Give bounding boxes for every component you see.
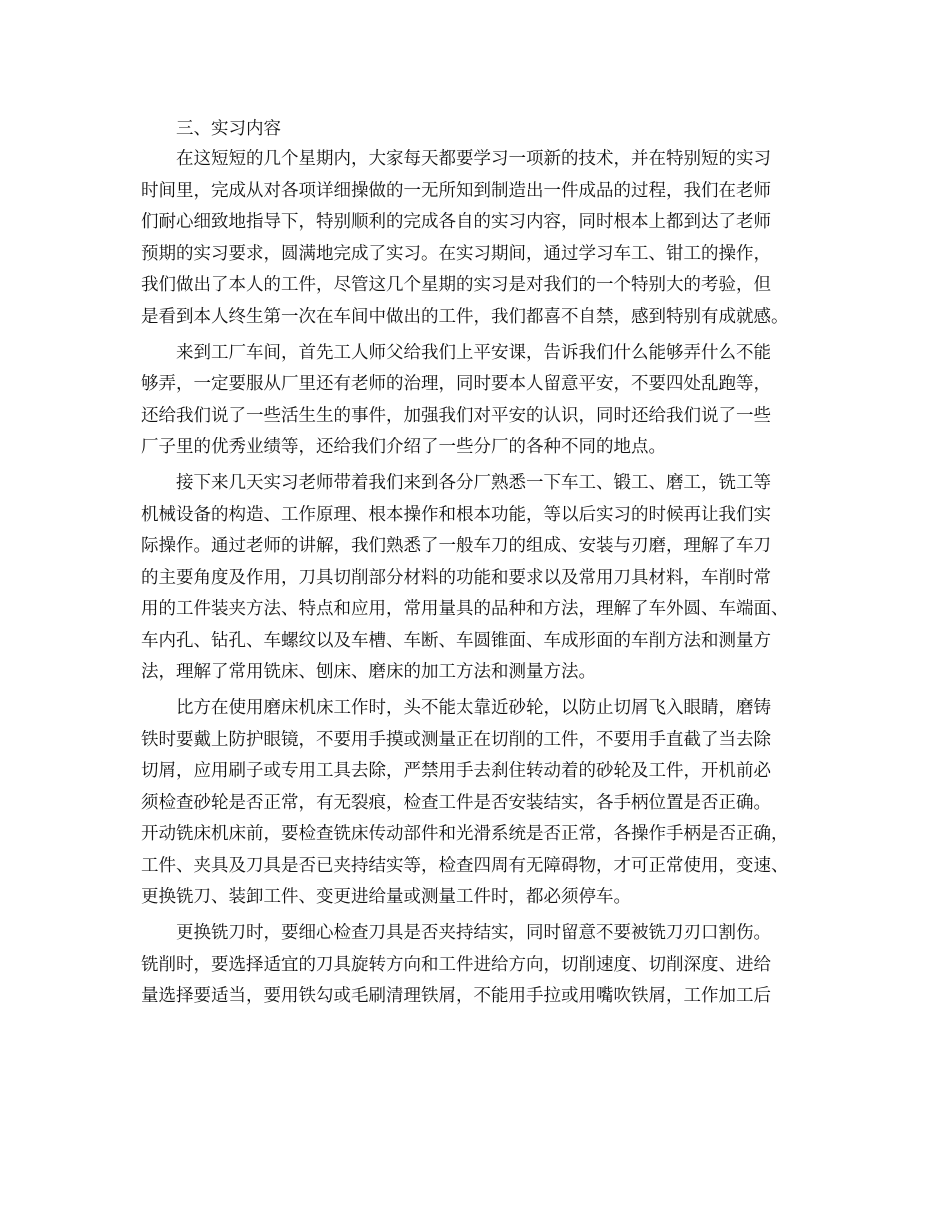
paragraph-line: 还给我们说了一些活生生的事件，加强我们对平安的认识，同时还给我们说了一些 bbox=[141, 405, 771, 426]
document-body bbox=[141, 114, 825, 1013]
paragraph-5 bbox=[141, 918, 825, 1013]
paragraph-line: 厂子里的优秀业绩等，还给我们介绍了一些分厂的各种不同的地点。 bbox=[141, 437, 666, 457]
paragraph-line: 机械设备的构造、工作原理、根本操作和根本功能，等以后实习的时候再让我们实 bbox=[141, 504, 771, 525]
paragraph-line: 用的工件装夹方法、特点和应用，常用量具的品种和方法，理解了车外圆、车端面、 bbox=[141, 599, 789, 619]
paragraph-line: 在这短短的几个星期内，大家每天都要学习一项新的技术，并在特别短的实习 bbox=[176, 149, 771, 169]
section-heading: 三、实习内容 bbox=[176, 119, 281, 139]
paragraph-line: 切屑，应用刷子或专用工具去除，严禁用手去刹住转动着的砂轮及工件，开机前必 bbox=[141, 761, 771, 781]
paragraph-line: 开动铣床机床前，要检查铣床传动部件和光滑系统是否正常，各操作手柄是否正确， bbox=[141, 824, 789, 844]
paragraph-line: 法，理解了常用铣床、刨床、磨床的加工方法和测量方法。 bbox=[141, 662, 596, 682]
paragraph-3 bbox=[141, 468, 825, 689]
paragraph-line: 铁时要戴上防护眼镜，不要用手摸或测量正在切削的工件，不要用手直截了当去除 bbox=[141, 729, 771, 750]
paragraph-1 bbox=[141, 144, 825, 333]
paragraph-line: 更换铣刀时，要细心检查刀具是否夹持结实，同时留意不要被铣刀刃口割伤。 bbox=[176, 923, 771, 943]
paragraph-line: 们耐心细致地指导下，特别顺利的完成各自的实习内容，同时根本上都到达了老师 bbox=[141, 212, 771, 232]
paragraph-line: 更换铣刀、装卸工件、变更进给量或测量工件时，都必须停车。 bbox=[141, 887, 631, 907]
paragraph-4 bbox=[141, 693, 825, 914]
paragraph-line: 量选择要适当，要用铁勾或毛刷清理铁屑，不能用手拉或用嘴吹铁屑，工作加工后 bbox=[141, 986, 771, 1006]
paragraph-line: 的主要角度及作用，刀具切削部分材料的功能和要求以及常用刀具材料，车削时常 bbox=[141, 567, 771, 588]
paragraph-line: 车内孔、钻孔、车螺纹以及车槽、车断、车圆锥面、车成形面的车削方法和测量方 bbox=[141, 630, 771, 651]
paragraph-line: 际操作。通过老师的讲解，我们熟悉了一般车刀的组成、安装与刃磨，理解了车刀 bbox=[141, 536, 771, 556]
paragraph-line: 铣削时，要选择适宜的刀具旋转方向和工件进给方向，切削速度、切削深度、进给 bbox=[141, 954, 771, 975]
paragraph-line: 预期的实习要求，圆满地完成了实习。在实习期间，通过学习车工、钳工的操作， bbox=[141, 243, 771, 264]
paragraph-line: 时间里，完成从对各项详细操做的一无所知到制造出一件成品的过程，我们在老师 bbox=[141, 180, 771, 201]
paragraph-line: 够弄，一定要服从厂里还有老师的治理，同时要本人留意平安，不要四处乱跑等， bbox=[141, 374, 771, 394]
paragraph-line: 比方在使用磨床机床工作时，头不能太靠近砂轮，以防止切屑飞入眼睛，磨铸 bbox=[176, 698, 771, 718]
paragraph-line: 来到工厂车间，首先工人师父给我们上平安课，告诉我们什么能够弄什么不能 bbox=[176, 342, 771, 363]
paragraph-line: 工件、夹具及刀具是否已夹持结实等，检查四周有无障碍物，才可正常使用，变速、 bbox=[141, 855, 789, 876]
paragraph-line: 须检查砂轮是否正常，有无裂痕，检查工件是否安装结实，各手柄位置是否正确。 bbox=[141, 792, 771, 813]
paragraph-line: 是看到本人终生第一次在车间中做出的工件，我们都喜不自禁，感到特别有成就感。 bbox=[141, 306, 789, 327]
paragraph-line: 我们做出了本人的工件，尽管这几个星期的实习是对我们的一个特别大的考验，但 bbox=[141, 275, 771, 295]
paragraph-line: 接下来几天实习老师带着我们来到各分厂熟悉一下车工、锻工、磨工，铣工等 bbox=[176, 473, 771, 493]
paragraph-2 bbox=[141, 338, 825, 464]
